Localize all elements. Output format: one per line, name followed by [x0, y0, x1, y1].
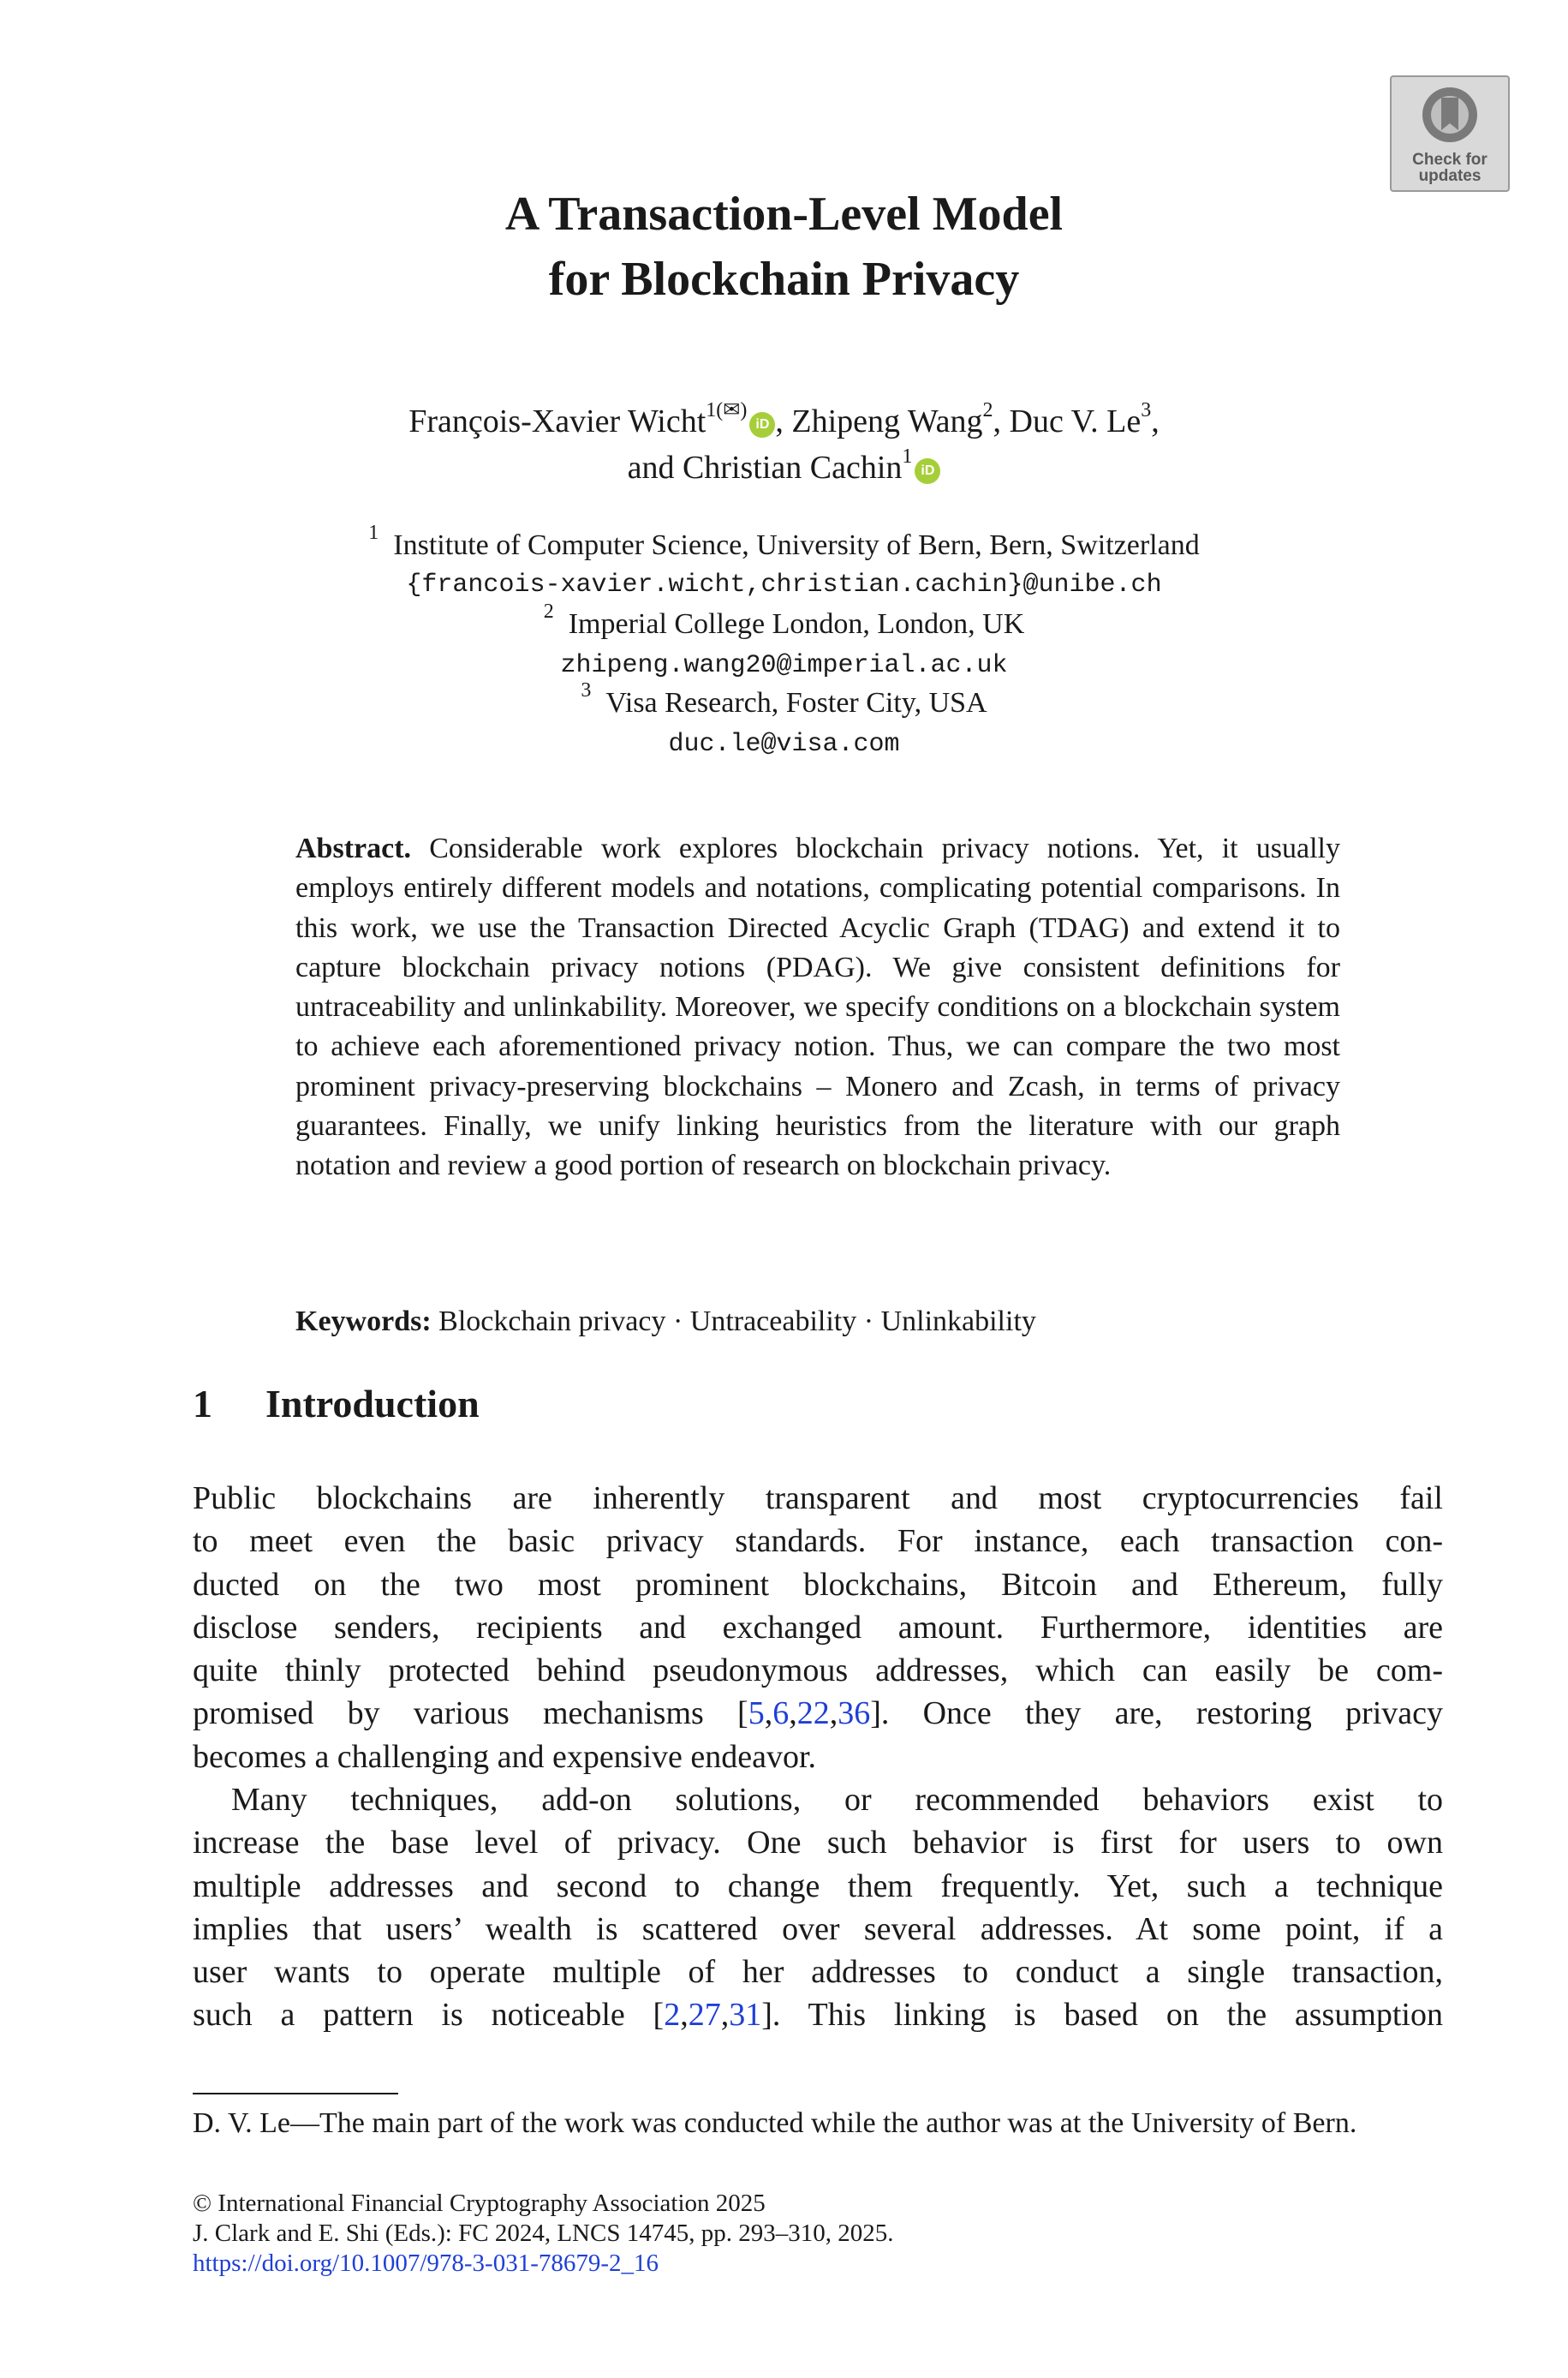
author-wicht: François-Xavier Wicht	[408, 403, 706, 439]
citation-link[interactable]: 27	[688, 1997, 721, 2034]
affiliation-num: 1	[368, 522, 379, 544]
bookmark-icon	[1420, 86, 1480, 147]
author-comma: ,	[1151, 403, 1160, 439]
text-line: disclose senders, recipients and exchanged amount. Furthermore, identities are	[193, 1609, 1443, 1646]
text-line: multiple addresses and second to change them frequently. Yet, such a technique	[193, 1867, 1443, 1904]
text-line: becomes a challenging and expensive endeavor.	[193, 1738, 817, 1775]
author-wang: , Zhipeng Wang	[775, 403, 983, 439]
author-cachin: and Christian Cachin	[627, 450, 903, 486]
text-segment: such a pattern is noticeable [	[193, 1997, 665, 2034]
text-line: ducted on the two most prominent blockchains, Bitcoin and Ethereum, fully	[193, 1566, 1443, 1603]
text-line: quite thinly protected behind pseudonymous addresses, which can easily be com-	[193, 1652, 1443, 1689]
text-line: to meet even the basic privacy standards. For instance, each transaction con-	[193, 1523, 1443, 1560]
affiliation-num: 3	[581, 679, 592, 702]
citation-link[interactable]: 36	[838, 1695, 871, 1732]
abstract-text: Considerable work explores blockchain privacy notions. Yet, it usually employs entirely different models and notations, complicating potential comparisons. In this work, we use the Transaction Directed Acyclic Graph (TDAG) and extend it to capture blockchain privacy notions (PDAG). We give consistent definitions for untraceability and unlinkability. Moreover, we specify conditions on a blockchain system to achieve each aforementioned privacy notion. Thus, we can compare the two most prominent privacy-preserving blockchains – Monero and Zcash, in terms of privacy guarantees. Finally, we unify linking heuristics from the literature with our graph notation and review a good portion of research on blockchain privacy.	[295, 833, 1341, 1182]
abstract	[295, 829, 1340, 1186]
email-3[interactable]: duc.le@visa.com	[668, 730, 900, 759]
footnote: D. V. Le—The main part of the work was conducted while the author was at the University of Bern.	[193, 2107, 1357, 2139]
text-line: promised by various mechanisms [5,6,22,36]. Once they are, restoring privacy	[193, 1695, 1443, 1732]
keywords-text: Blockchain privacy · Untraceability · Unlinkability	[438, 1306, 1036, 1337]
affiliation-text: Imperial College London, London, UK	[568, 608, 1025, 640]
check-for-updates-badge[interactable]	[1390, 75, 1510, 192]
text-segment: ]. This linking is based on the assumption	[761, 1997, 1443, 2034]
affiliation-2	[0, 600, 1568, 641]
text-line: Many techniques, add-on solutions, or recommended behaviors exist to	[231, 1782, 1443, 1818]
text-line: Public blockchains are inherently transparent and most cryptocurrencies fail	[193, 1480, 1443, 1516]
citation-link[interactable]: 31	[729, 1997, 762, 2034]
author-sup-2: 2	[982, 399, 993, 421]
author-line-1	[0, 399, 1568, 440]
email-2[interactable]: zhipeng.wang20@imperial.ac.uk	[560, 651, 1008, 680]
citation-link[interactable]: 5	[748, 1695, 765, 1732]
affiliation-num: 2	[543, 600, 554, 623]
section-number: 1	[193, 1382, 212, 1425]
abstract-label: Abstract.	[295, 833, 412, 864]
citation-link[interactable]: 2	[664, 1997, 681, 2034]
author-sup-1: 1(✉)	[706, 399, 748, 421]
affiliation-text: Visa Research, Foster City, USA	[605, 687, 987, 719]
title-line-2: for Blockchain Privacy	[548, 253, 1020, 306]
text-line: implies that users’ wealth is scattered over several addresses. At some point, if a	[193, 1910, 1443, 1947]
footnote-rule	[193, 2093, 398, 2094]
text-line: user wants to operate multiple of her addresses to conduct a single transaction,	[193, 1954, 1443, 1991]
keywords-label: Keywords:	[295, 1306, 432, 1337]
title-line-1: A Transaction-Level Model	[504, 188, 1064, 241]
author-line-2	[0, 445, 1568, 487]
affiliation-1	[0, 522, 1568, 562]
affiliation-text: Institute of Computer Science, University of Bern, Bern, Switzerland	[393, 529, 1200, 561]
text-segment: promised by various mechanisms [	[193, 1695, 748, 1732]
affiliation-3	[0, 679, 1568, 720]
badge-text-1: Check for	[1412, 151, 1488, 169]
section-heading	[193, 1381, 480, 1426]
text-line: such a pattern is noticeable [2,27,31]. This linking is based on the assumption	[193, 1997, 1443, 2034]
orcid-icon[interactable]: iD	[749, 412, 775, 438]
paragraph-1	[193, 1477, 1443, 1778]
copyright-block	[193, 2189, 893, 2279]
badge-text-2: updates	[1418, 167, 1482, 185]
author-sup-3: 3	[1141, 399, 1152, 421]
paragraph-2	[193, 1778, 1443, 2037]
section-title: Introduction	[265, 1382, 480, 1425]
orcid-icon[interactable]: iD	[915, 458, 940, 484]
citation-line: J. Clark and E. Shi (Eds.): FC 2024, LNCS 14745, pp. 293–310, 2025.	[193, 2220, 894, 2247]
email-1[interactable]: {francois-xavier.wicht,christian.cachin}@unibe.ch	[406, 571, 1162, 600]
doi-link[interactable]: https://doi.org/10.1007/978-3-031-78679-2_16	[193, 2250, 659, 2277]
text-segment: ]. Once they are, restoring privacy	[870, 1695, 1443, 1732]
citation-link[interactable]: 6	[772, 1695, 790, 1732]
text-line: increase the base level of privacy. One such behavior is first for users to own	[193, 1825, 1443, 1861]
author-sup-4: 1	[902, 445, 913, 468]
author-le: , Duc V. Le	[993, 403, 1142, 439]
paper-title	[0, 182, 1568, 312]
citation-link[interactable]: 22	[796, 1695, 830, 1732]
copyright-line: © International Financial Cryptography Association 2025	[193, 2190, 766, 2217]
keywords	[295, 1302, 1340, 1341]
